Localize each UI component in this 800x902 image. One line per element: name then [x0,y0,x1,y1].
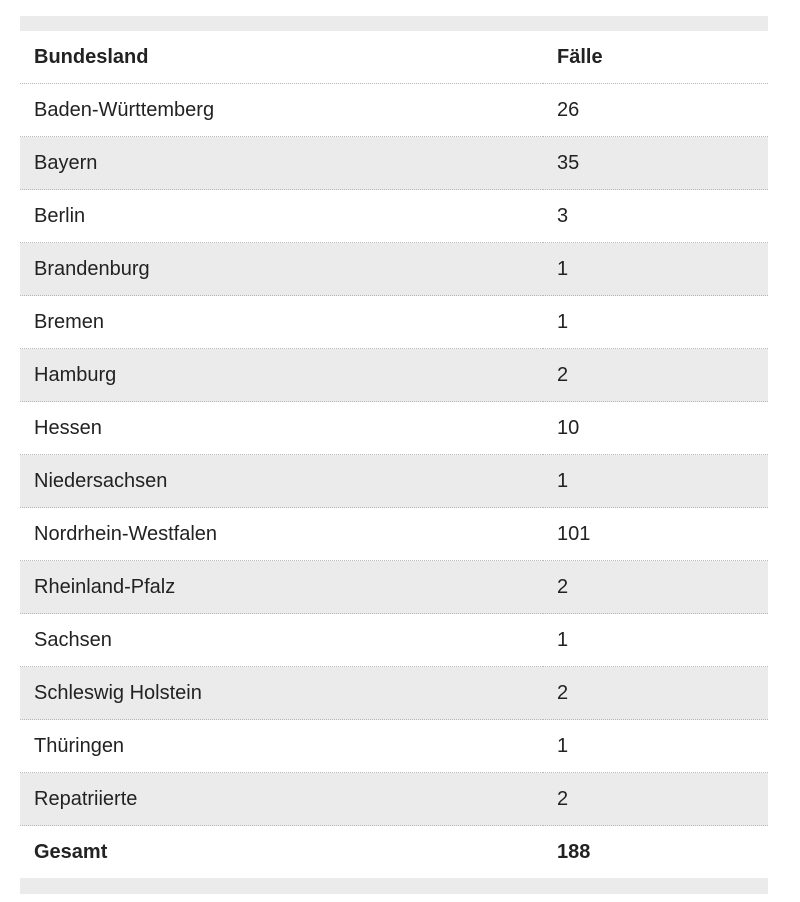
row-state-cell: Repatriierte [20,773,543,826]
total-label: Gesamt [34,840,108,863]
row-cases-cell: 1 [543,296,768,349]
row-state-cell: Thüringen [20,720,543,773]
table-row [20,296,768,349]
table-row [20,402,768,455]
row-cases-cell: 26 [543,84,768,137]
table-row [20,455,768,508]
row-state-cell: Rheinland-Pfalz [20,561,543,614]
table-row [20,137,768,190]
total-value: 188 [557,840,591,863]
row-cases-cell: 35 [543,137,768,190]
row-cases-cell: 1 [543,455,768,508]
row-state-cell: Schleswig Holstein [20,667,543,720]
row-state-cell: Hessen [20,402,543,455]
cases-table [20,31,768,878]
table-row [20,190,768,243]
header-faelle: Fälle [543,31,768,84]
row-cases-cell: 101 [543,508,768,561]
row-state-cell: Brandenburg [20,243,543,296]
row-state-cell: Hamburg [20,349,543,402]
table-row [20,349,768,402]
row-state-cell: Sachsen [20,614,543,667]
table-row [20,773,768,826]
table-top-band [20,16,768,31]
row-cases-cell: 2 [543,667,768,720]
row-cases-cell: 2 [543,349,768,402]
row-cases-cell: 10 [543,402,768,455]
row-state-cell: Nordrhein-Westfalen [20,508,543,561]
table-header-row [20,31,768,84]
row-cases-cell: 1 [543,243,768,296]
row-state-cell: Baden-Württemberg [20,84,543,137]
row-cases-cell: 1 [543,720,768,773]
row-cases-cell: 2 [543,561,768,614]
table-row [20,720,768,773]
row-state-cell: Bremen [20,296,543,349]
row-state-cell: Bayern [20,137,543,190]
row-cases-cell: 1 [543,614,768,667]
table-row [20,243,768,296]
row-state-cell: Niedersachsen [20,455,543,508]
table-row [20,614,768,667]
row-cases-cell: 3 [543,190,768,243]
cases-table-container [20,16,768,894]
table-row [20,508,768,561]
table-total-row [20,826,768,879]
header-bundesland: Bundesland [20,31,543,84]
table-row [20,84,768,137]
table-row [20,561,768,614]
row-cases-cell: 2 [543,773,768,826]
row-state-cell: Berlin [20,190,543,243]
table-bottom-band [20,878,768,894]
table-row [20,667,768,720]
